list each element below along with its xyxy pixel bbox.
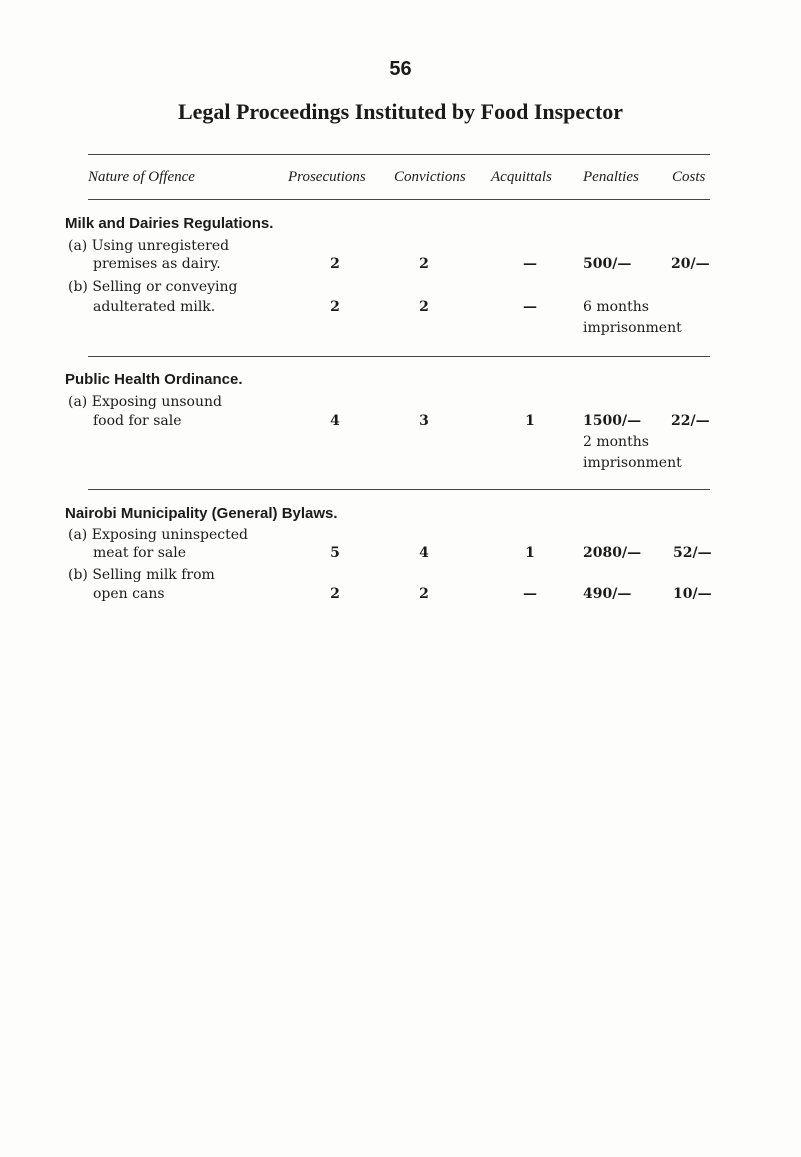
acquittals-value: 1 <box>525 413 535 429</box>
acquittals-value: — <box>523 586 537 602</box>
offence-line: (b) Selling or conveying <box>68 279 238 295</box>
prosecutions-value: 2 <box>330 299 340 315</box>
penalties-value: 1500/— <box>583 413 642 429</box>
column-header-costs: Costs <box>672 169 706 185</box>
prosecutions-value: 5 <box>330 545 340 561</box>
penalties-value-line2: 2 months <box>583 434 649 450</box>
costs-value: 10/— <box>673 586 712 602</box>
acquittals-value: 1 <box>525 545 535 561</box>
header-top-rule <box>88 154 710 155</box>
page-number: 56 <box>389 58 412 80</box>
offence-line: premises as dairy. <box>93 256 221 272</box>
section-title-public-health: Public Health Ordinance. <box>65 371 243 388</box>
costs-value: 20/— <box>671 256 710 272</box>
prosecutions-value: 2 <box>330 586 340 602</box>
header-bottom-rule <box>88 199 710 200</box>
penalties-value-line2: imprisonment <box>583 320 682 336</box>
offence-line: meat for sale <box>93 545 187 561</box>
column-header-nature: Nature of Offence <box>88 169 195 185</box>
costs-value: 22/— <box>671 413 710 429</box>
costs-value: 52/— <box>673 545 712 561</box>
offence-line: (a) Exposing unsound <box>68 394 222 410</box>
page-title: Legal Proceedings Instituted by Food Inspector <box>177 99 624 124</box>
offence-line: open cans <box>93 586 165 602</box>
offence-line: adulterated milk. <box>93 299 216 315</box>
convictions-value: 2 <box>419 256 429 272</box>
column-header-prosecutions: Prosecutions <box>288 169 366 185</box>
penalties-value: 500/— <box>583 256 632 272</box>
penalties-value: 6 months <box>583 299 649 315</box>
section-title-nairobi-bylaws: Nairobi Municipality (General) Bylaws. <box>65 505 338 522</box>
penalties-value: 2080/— <box>583 545 642 561</box>
section-divider <box>88 489 710 490</box>
offence-line: food for sale <box>93 413 182 429</box>
offence-line: (a) Using unregistered <box>68 238 230 254</box>
column-header-convictions: Convictions <box>394 169 466 185</box>
section-title-milk-dairies: Milk and Dairies Regulations. <box>65 215 274 232</box>
prosecutions-value: 2 <box>330 256 340 272</box>
acquittals-value: — <box>523 256 537 272</box>
prosecutions-value: 4 <box>330 413 340 429</box>
penalties-value: 490/— <box>583 586 632 602</box>
acquittals-value: — <box>523 299 537 315</box>
convictions-value: 3 <box>419 413 429 429</box>
convictions-value: 4 <box>419 545 429 561</box>
convictions-value: 2 <box>419 586 429 602</box>
column-header-penalties: Penalties <box>583 169 639 185</box>
offence-line: (a) Exposing uninspected <box>68 527 248 543</box>
section-divider <box>88 356 710 357</box>
offence-line: (b) Selling milk from <box>68 567 215 583</box>
penalties-value-line3: imprisonment <box>583 455 682 471</box>
column-header-acquittals: Acquittals <box>491 169 552 185</box>
convictions-value: 2 <box>419 299 429 315</box>
